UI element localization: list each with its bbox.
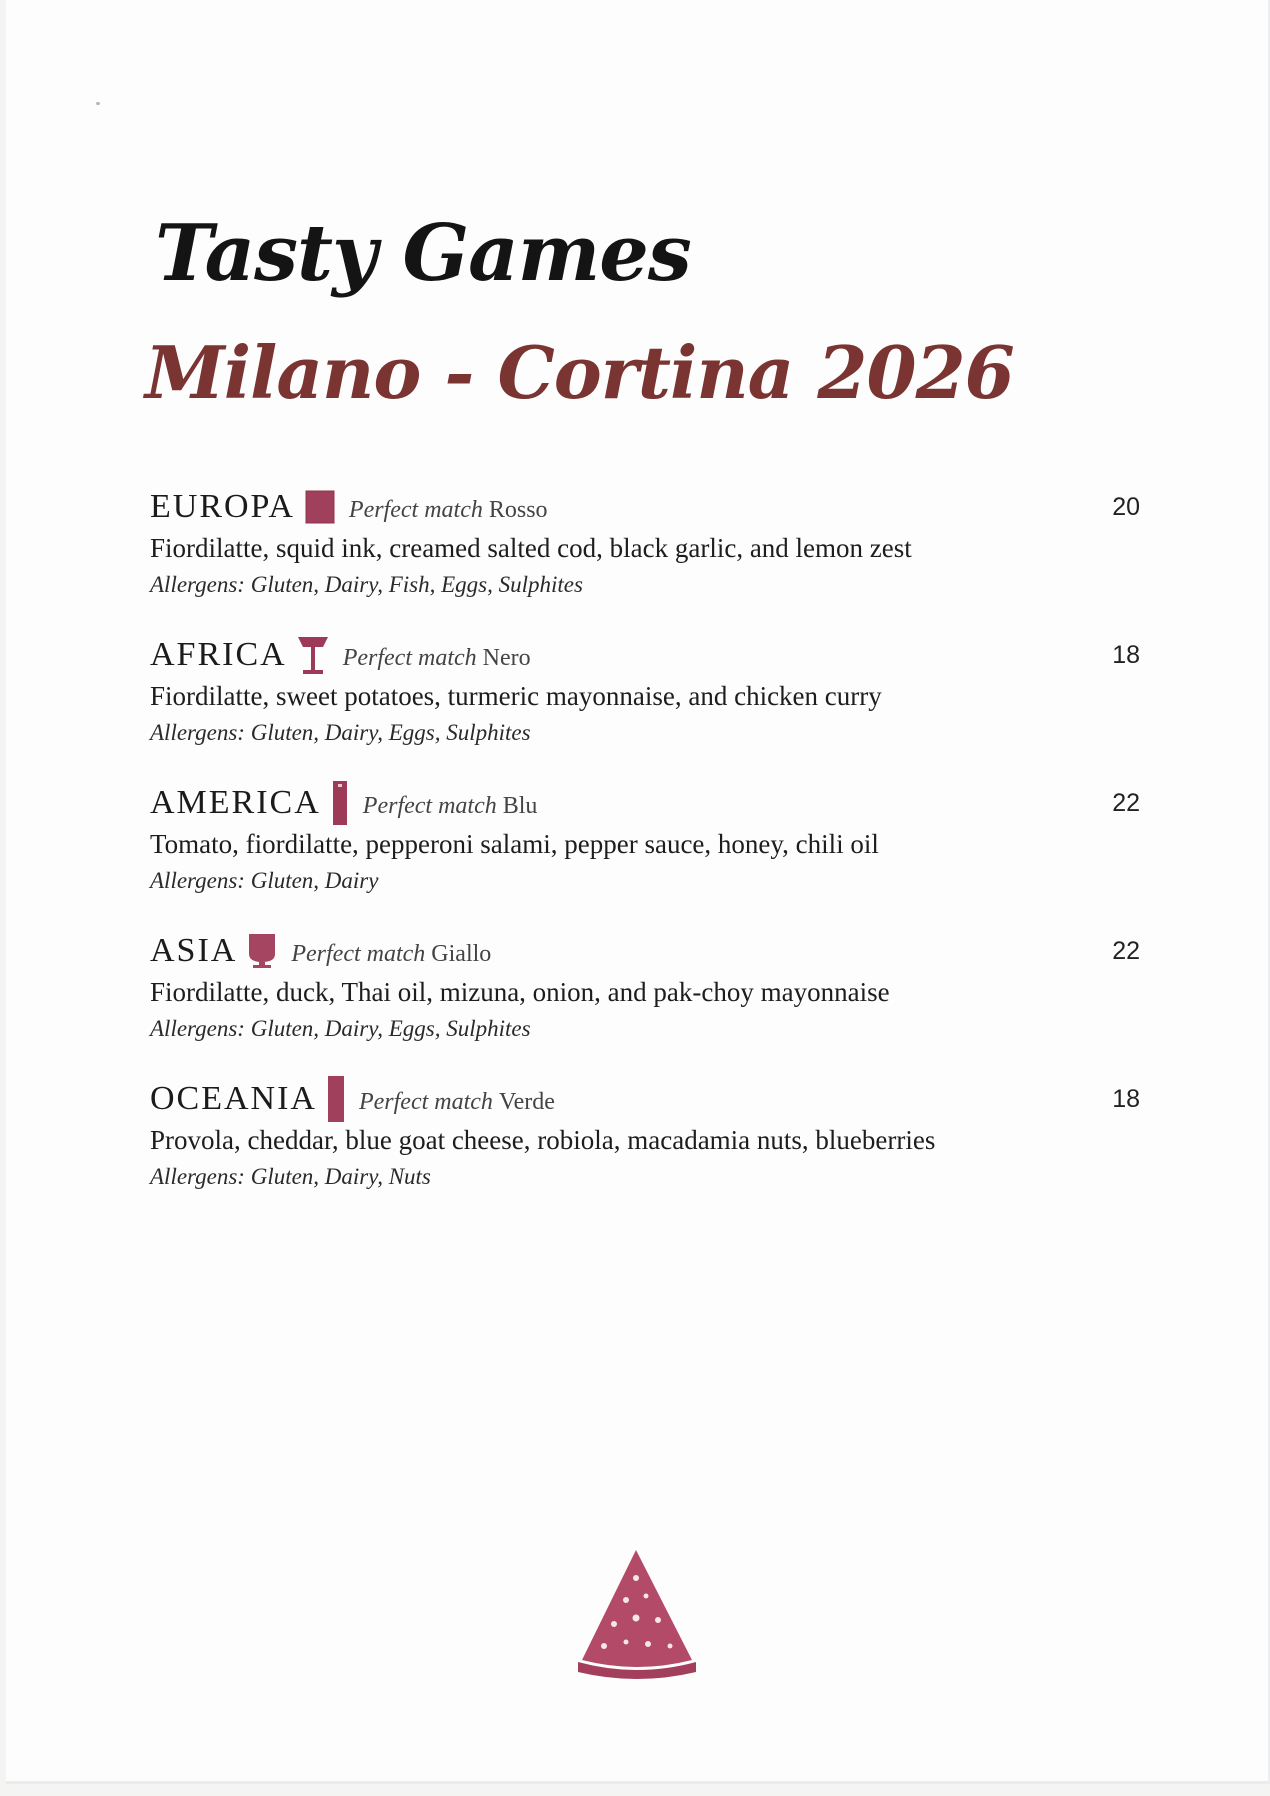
tall-glass-icon xyxy=(331,781,349,825)
item-price: 18 xyxy=(1112,1085,1140,1113)
wine-pairing xyxy=(363,793,538,820)
item-ingredients: Provola, cheddar, blue goat cheese, robiola, macadamia nuts, blueberries xyxy=(150,1125,936,1155)
menu-item-america xyxy=(150,781,1140,929)
item-name: AMERICA xyxy=(150,784,321,821)
item-allergens: Allergens: Gluten, Dairy, Eggs, Sulphites xyxy=(150,720,531,745)
tall-glass-icon xyxy=(327,1077,345,1121)
pairing-label: Perfect match xyxy=(348,496,483,523)
item-name: ASIA xyxy=(150,932,238,969)
item-name: EUROPA xyxy=(150,488,295,525)
pairing-value: Nero xyxy=(482,644,531,671)
item-header xyxy=(150,929,1140,973)
wine-pairing xyxy=(359,1089,555,1116)
menu-item-asia xyxy=(150,929,1140,1077)
item-price: 18 xyxy=(1112,641,1140,669)
menu-item-africa xyxy=(150,633,1140,781)
item-allergens: Allergens: Gluten, Dairy, Fish, Eggs, Sulphites xyxy=(150,572,583,597)
item-ingredients: Fiordilatte, sweet potatoes, turmeric mayonnaise, and chicken curry xyxy=(150,681,882,711)
menu-item-europa xyxy=(150,485,1140,633)
pizza-slice-icon xyxy=(574,1548,700,1684)
item-allergens: Allergens: Gluten, Dairy, Eggs, Sulphites xyxy=(150,1016,531,1041)
item-name: AFRICA xyxy=(150,636,287,673)
item-header xyxy=(150,485,1140,529)
pairing-label: Perfect match xyxy=(342,644,477,671)
menu-title: Tasty Games xyxy=(155,208,691,299)
pairing-value: Giallo xyxy=(431,940,492,967)
goblet-icon xyxy=(247,929,277,973)
menu-subtitle: Milano - Cortina 2026 xyxy=(145,330,1014,415)
pairing-value: Blu xyxy=(502,792,538,819)
pairing-value: Rosso xyxy=(488,496,548,523)
item-header xyxy=(150,633,1140,677)
item-name: OCEANIA xyxy=(150,1080,317,1117)
item-header xyxy=(150,1077,1140,1121)
menu-list xyxy=(150,485,1140,1225)
item-price: 22 xyxy=(1112,789,1140,817)
wine-pairing xyxy=(349,497,548,524)
item-allergens: Allergens: Gluten, Dairy xyxy=(150,868,379,893)
wine-pairing xyxy=(291,941,491,968)
item-price: 22 xyxy=(1112,937,1140,965)
item-price: 20 xyxy=(1112,493,1140,521)
wine-pairing xyxy=(343,645,531,672)
pairing-value: Verde xyxy=(498,1088,555,1115)
pairing-label: Perfect match xyxy=(362,792,497,819)
item-ingredients: Fiordilatte, duck, Thai oil, mizuna, onion, and pak-choy mayonnaise xyxy=(150,977,890,1007)
item-ingredients: Fiordilatte, squid ink, creamed salted cod, black garlic, and lemon zest xyxy=(150,533,912,563)
item-header xyxy=(150,781,1140,825)
pairing-label: Perfect match xyxy=(291,940,426,967)
square-glass-icon xyxy=(305,485,335,529)
pairing-label: Perfect match xyxy=(358,1088,493,1115)
menu-page xyxy=(6,0,1270,1784)
stemmed-glass-icon xyxy=(297,633,329,677)
item-ingredients: Tomato, fiordilatte, pepperoni salami, pepper sauce, honey, chili oil xyxy=(150,829,879,859)
menu-item-oceania xyxy=(150,1077,1140,1225)
paper-speck xyxy=(96,102,100,105)
item-allergens: Allergens: Gluten, Dairy, Nuts xyxy=(150,1164,431,1189)
